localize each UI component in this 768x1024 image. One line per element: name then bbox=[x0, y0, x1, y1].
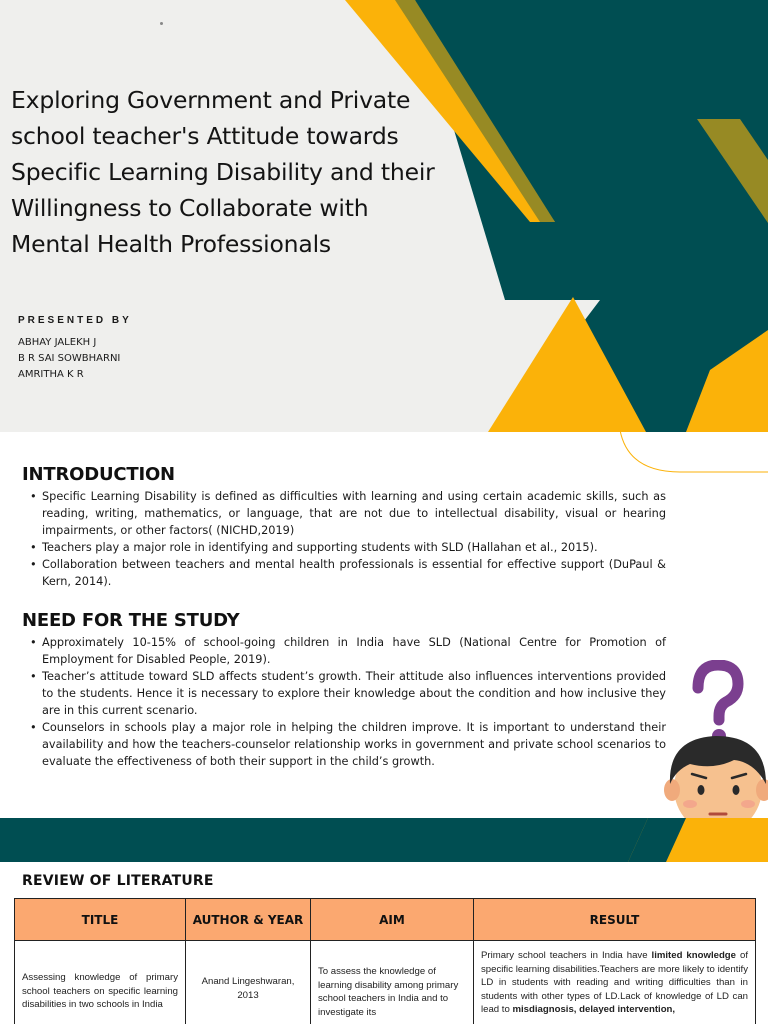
list-item: • Teachers play a major role in identifying and supporting students with SLD (Hallahan et al., 2015). bbox=[30, 539, 666, 556]
presented-by-label: PRESENTED BY bbox=[18, 315, 132, 326]
list-item: • Collaboration between teachers and mental health professionals is essential for effective support (DuPaul & Kern, 2014). bbox=[30, 556, 666, 590]
list-item: • Specific Learning Disability is defined as difficulties with learning and using certain academic skills, such as reading, writing, mathematics, or language, that are not due to intellectual disability, visual or hearing impairments, or other factors( (NICHD,2019) bbox=[30, 488, 666, 539]
introduction-list bbox=[30, 488, 666, 590]
result-text: Primary school teachers in India have bbox=[481, 950, 652, 961]
column-header: RESULT bbox=[474, 899, 756, 941]
curve-decoration bbox=[600, 430, 768, 480]
result-text: of specific learning disabilities.Teachers are more likely to identify LD in students with reading and writing difficulties than in students with other types of LD.Lack of knowledge of LD can lead to bbox=[481, 950, 748, 1016]
dot-mark bbox=[160, 22, 163, 25]
author-name: ABHAY JALEKH J bbox=[18, 337, 97, 348]
divider-band bbox=[0, 818, 768, 862]
cell-aim: To assess the knowledge of learning disability among primary school teachers in India and to investigate its bbox=[311, 941, 474, 1024]
table-header-row bbox=[15, 899, 756, 941]
column-header: AUTHOR & YEAR bbox=[186, 899, 311, 941]
question-mark-icon bbox=[698, 665, 738, 743]
need-for-study-list bbox=[30, 634, 666, 770]
result-emphasis: limited knowledge bbox=[651, 950, 737, 961]
band-decoration bbox=[0, 818, 768, 862]
cell-title: Assessing knowledge of primary school teachers on specific learning disabilities in two schools in India bbox=[15, 941, 186, 1024]
cell-result bbox=[474, 941, 756, 1024]
table-row bbox=[15, 941, 756, 1024]
author-name: B R SAI SOWBHARNI bbox=[18, 353, 121, 364]
author-name: AMRITHA K R bbox=[18, 369, 84, 380]
review-heading: REVIEW OF LITERATURE bbox=[22, 873, 214, 889]
column-header: TITLE bbox=[15, 899, 186, 941]
author-list bbox=[18, 335, 120, 383]
presentation-title: Exploring Government and Private school teacher's Attitude towards Specific Learning Disability and their Willingness to Collaborate with Mental Health Professionals bbox=[11, 86, 435, 258]
title-header bbox=[0, 0, 768, 432]
list-item: • Approximately 10-15% of school-going children in India have SLD (National Centre for Promotion of Employment for Disabled People, 2019). bbox=[30, 634, 666, 668]
result-emphasis: misdiagnosis, delayed intervention, bbox=[512, 1004, 676, 1016]
column-header: AIM bbox=[311, 899, 474, 941]
introduction-heading: INTRODUCTION bbox=[22, 464, 175, 485]
list-item: • Counselors in schools play a major role in helping the children improve. It is important to understand their availability and how the teachers-counselor relationship works in government and private school scenarios to evaluate the effectiveness of both their support in the child’s growth. bbox=[30, 719, 666, 770]
list-item: • Teacher’s attitude toward SLD affects student’s growth. Their attitude also influences interventions provided to the students. Hence it is necessary to explore their knowledge about the condition and how inclusive they are in this current scenario. bbox=[30, 668, 666, 719]
review-table bbox=[14, 898, 756, 1024]
cell-author: Anand Lingeshwaran, 2013 bbox=[186, 941, 311, 1024]
need-for-study-heading: NEED FOR THE STUDY bbox=[22, 610, 240, 631]
